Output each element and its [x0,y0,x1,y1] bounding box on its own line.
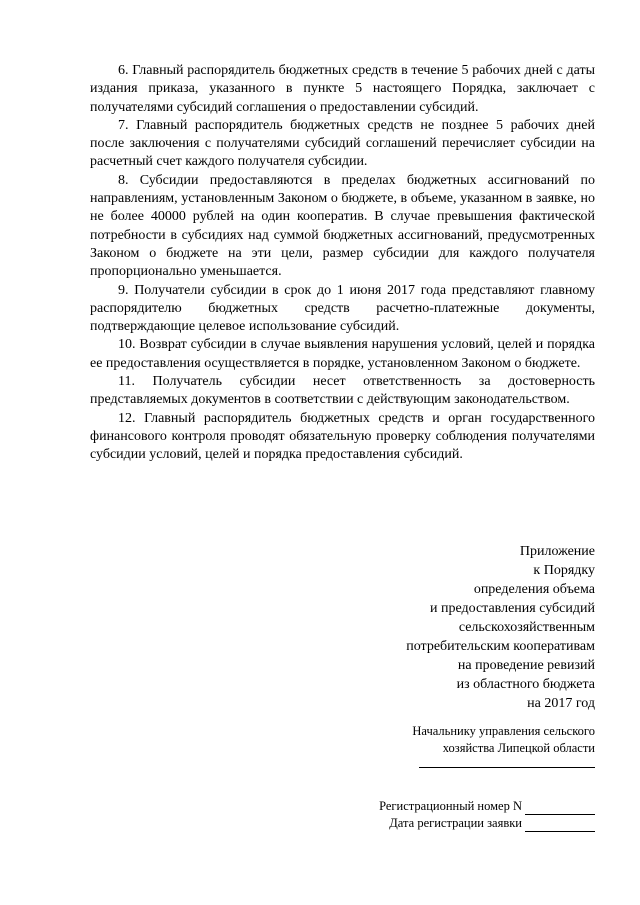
appendix-line: на 2017 год [527,696,595,711]
registration-date-blank [525,818,595,832]
appendix-heading [406,542,595,713]
registration-number-blank [525,801,595,815]
appendix-line: потребительским кооперативам [406,639,595,654]
paragraph-10: 10. Возврат субсидии в случае выявления нарушения условий, целей и порядка ее предоставления осуществляется в порядке, установленном Законом о бюджете. [90,337,595,371]
appendix-line: Приложение [519,544,595,559]
registration-number-label: Регистрационный номер N [379,799,522,813]
paragraph-8: 8. Субсидии предоставляются в пределах бюджетных ассигнований по направлениям, установленным Законом о бюджете, в объеме, указанном в заявке, но не более 40000 рублей на один кооператив. В случае превышения фактической потребности в субсидиях над суммой бюджетных ассигнований, предусмотренных Законом о бюджете на эти цели, размер субсидии для каждого получателя пропорционально уменьшается. [90,172,595,280]
appendix-line: на проведение ревизий [457,658,595,673]
addressee-line-1: Начальнику управления сельского [412,724,595,738]
paragraph-6: 6. Главный распорядитель бюджетных средств в течение 5 рабочих дней с даты издания приказа, указанного в пункте 5 настоящего Порядка, заключает с получателями субсидий соглашения о предоставлении субсидий. [90,63,595,115]
appendix-line: из областного бюджета [456,677,595,692]
registration-date-row [379,815,595,832]
regulation-text [90,62,595,465]
registration-number-row [379,798,595,815]
appendix-line: сельскохозяйственным [458,620,595,635]
appendix-line: к Порядку [533,563,595,578]
registration-block [379,798,595,832]
addressee-blank-line [419,767,595,768]
addressee-block [412,723,595,757]
paragraph-9: 9. Получатели субсидии в срок до 1 июня 2017 года представляют главному распорядителю бюджетных средств расчетно-платежные документы, подтверждающие целевое использование субсидий. [90,282,595,335]
appendix-line: определения объема [473,582,595,597]
paragraph-7: 7. Главный распорядитель бюджетных средств не позднее 5 рабочих дней после заключения с получателями субсидий соглашений перечисляет субсидии на расчетный счет каждого получателя субсидии. [90,117,595,170]
registration-date-label: Дата регистрации заявки [389,816,522,830]
addressee-line-2: хозяйства Липецкой области [442,741,595,755]
paragraph-11: 11. Получатель субсидии несет ответственность за достоверность представляемых документов в соответствии с действующим законодательством. [90,374,595,408]
paragraph-12: 12. Главный распорядитель бюджетных средств и орган государственного финансового контроля проводят обязательную проверку соблюдения получателями субсидии условий, целей и порядка предоставления субсидий. [90,410,595,463]
appendix-line: и предоставления субсидий [429,601,595,616]
